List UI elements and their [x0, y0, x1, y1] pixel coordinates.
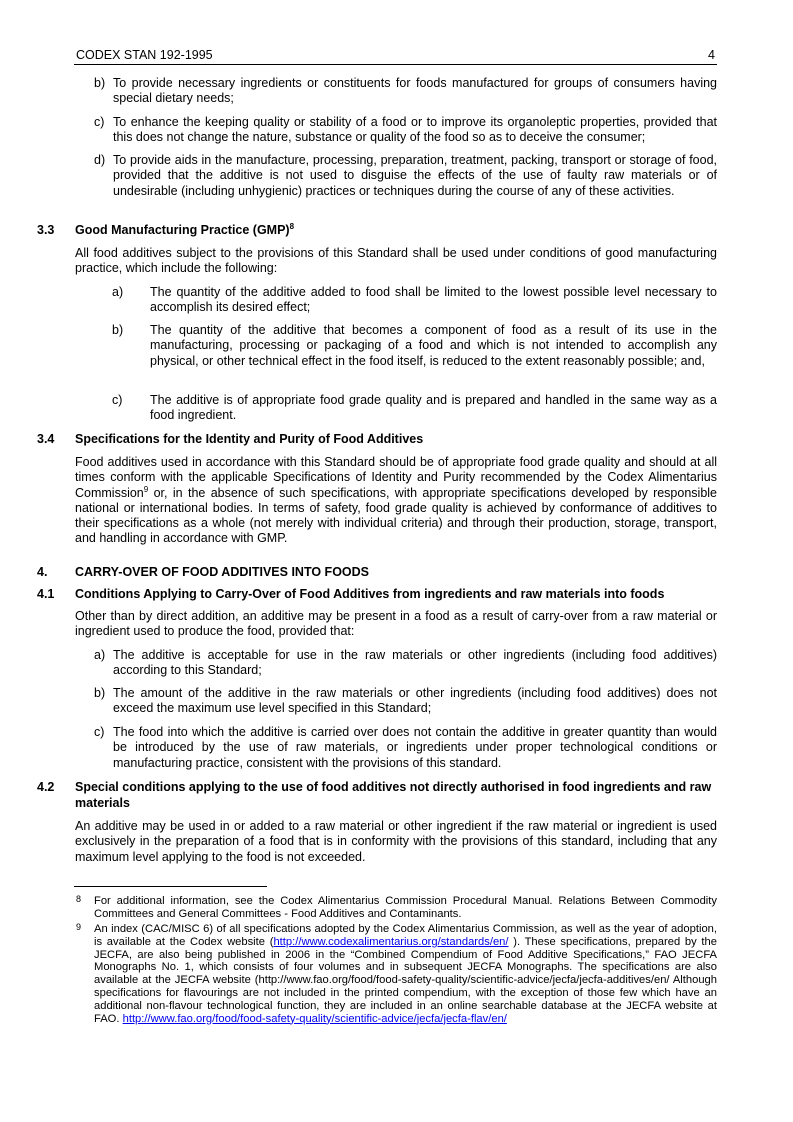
codex-website-link[interactable]: http://www.codexalimentarius.org/standards/en/	[273, 935, 509, 948]
footnote-9: An index (CAC/MISC 6) of all specifications adopted by the Codex Alimentarius Commission, as well as the year of adoption, is available at the Codex website (http://www.codexalimentarius.org/standards/en/ ). These specifications, prepared by the JECFA, are also being published in 2006 in the “Combined Compendium of Food Additive Specifications,” FAO JECFA Monographs No. 1, which consists of four volumes and in subsequent JECFA Monographs. The specifications are also available at the JECFA website (http://www.fao.org/food/food-safety-quality/scientific-advice/jecfa/jecfa-additives/en/ Although specifications for flavourings are not included in the printed compendium, with the exception of those few which have an additional non-flavour technological function, they are included in an online searchable database at the JECFA website at FAO. http://www.fao.org/food/food-safety-quality/scientific-advice/jecfa/jecfa-flav/en/	[94, 923, 717, 1025]
section-number-4-2: 4.2	[37, 780, 55, 794]
section-3-4-body: Food additives used in accordance with this Standard should be of appropriate food grade quality and should at all times conform with the applicable Specifications of Identity and Purity recommended by the Codex Alimentarius Commission$^9$ or, in the absence of such specifications, with appropriate specifications developed by responsible national or international bodies. In terms of safety, food grade quality is achieved by conformance of additives to their specifications as a whole (not merely with individual criteria) and through their production, storage, transport, and handling in accordance with GMP.	[75, 455, 717, 546]
section-heading-4-2: Special conditions applying to the use of food additives not directly authorised in food ingredients and raw materials	[75, 780, 712, 810]
section-heading-4-1: Conditions Applying to Carry-Over of Food Additives from ingredients and raw materials into foods	[75, 587, 665, 601]
jecfa-flav-link[interactable]: http://www.fao.org/food/food-safety-quality/scientific-advice/jecfa/jecfa-flav/en/	[122, 1012, 507, 1025]
list-label: c)	[112, 393, 123, 407]
list-label: d)	[94, 153, 106, 167]
section-3-3-intro: All food additives subject to the provisions of this Standard shall be used under conditions of good manufacturing practice, which include the following:	[75, 246, 717, 276]
list-label: c)	[94, 115, 105, 129]
footnote-ref-9[interactable]: 9	[143, 484, 149, 494]
list-label: b)	[112, 323, 124, 337]
list-item-b: To provide necessary ingredients or constituents for foods manufactured for groups of consumers having special dietary needs;	[113, 76, 717, 106]
footnote-ref-8[interactable]: 8	[289, 221, 295, 231]
gmp-item-b: The quantity of the additive that becomes a component of food as a result of its use in the manufacturing, processing or packaging of a food and which is not intended to accomplish any physical, or other technical effect in the food itself, is reduced to the extent reasonably possible; and,	[150, 323, 717, 368]
footnote-mark-8: 8	[76, 894, 82, 904]
footnote-separator	[74, 886, 267, 887]
list-label: c)	[94, 725, 105, 739]
list-label: b)	[94, 686, 106, 700]
section-heading-4: CARRY-OVER OF FOOD ADDITIVES INTO FOODS	[75, 565, 370, 579]
section-number-3-4: 3.4	[37, 432, 55, 446]
footnote-8: For additional information, see the Codex Alimentarius Commission Procedural Manual. Relations Between Commodity Committees and General Committees - Food Additives and Contaminants.	[94, 895, 717, 920]
carryover-item-a: The additive is acceptable for use in the raw materials or other ingredients (including food additives) according to this Standard;	[113, 648, 717, 678]
list-label: a)	[112, 285, 124, 299]
section-number-3-3: 3.3	[37, 223, 55, 237]
gmp-item-a: The quantity of the additive added to food shall be limited to the lowest possible level necessary to accomplish its desired effect;	[150, 285, 717, 315]
list-item-c: To enhance the keeping quality or stability of a food or to improve its organoleptic properties, provided that this does not change the nature, substance or quality of the food so as to deceive the consumer;	[113, 115, 717, 145]
list-item-d: To provide aids in the manufacture, processing, preparation, treatment, packing, transport or storage of food, provided that the additive is not used to disguise the effects of the use of faulty raw materials or of undesirable (including unhygienic) practices or techniques during the course of any of these activities.	[113, 153, 717, 198]
section-heading-3-3: Good Manufacturing Practice (GMP)$^8$	[75, 221, 295, 237]
gmp-item-c: The additive is of appropriate food grade quality and is prepared and handled in the same way as a food ingredient.	[150, 393, 717, 423]
document-id: CODEX STAN 192-1995	[76, 48, 213, 62]
footnote-mark-9: 9	[76, 922, 82, 932]
section-4-1-intro: Other than by direct addition, an additive may be present in a food as a result of carry-over from a raw material or ingredient used to produce the food, provided that:	[75, 609, 717, 639]
list-label: b)	[94, 76, 106, 90]
section-number-4: 4.	[37, 565, 48, 579]
section-number-4-1: 4.1	[37, 587, 55, 601]
section-heading-3-4: Specifications for the Identity and Purity of Food Additives	[75, 432, 424, 446]
page-number: 4	[708, 48, 715, 62]
list-label: a)	[94, 648, 106, 662]
page-header	[74, 47, 717, 65]
carryover-item-c: The food into which the additive is carried over does not contain the additive in greater quantity than would be introduced by the use of raw materials, or ingredients under proper technological conditions or manufacturing practice, consistent with the provisions of this standard.	[113, 725, 717, 770]
carryover-item-b: The amount of the additive in the raw materials or other ingredients (including food additives) does not exceed the maximum use level specified in this Standard;	[113, 686, 717, 716]
section-4-2-body: An additive may be used in or added to a raw material or other ingredient if the raw material or ingredient is used exclusively in the preparation of a food that is in conformity with the provisions of this standard, including that any maximum level applying to the food is not exceeded.	[75, 819, 717, 864]
